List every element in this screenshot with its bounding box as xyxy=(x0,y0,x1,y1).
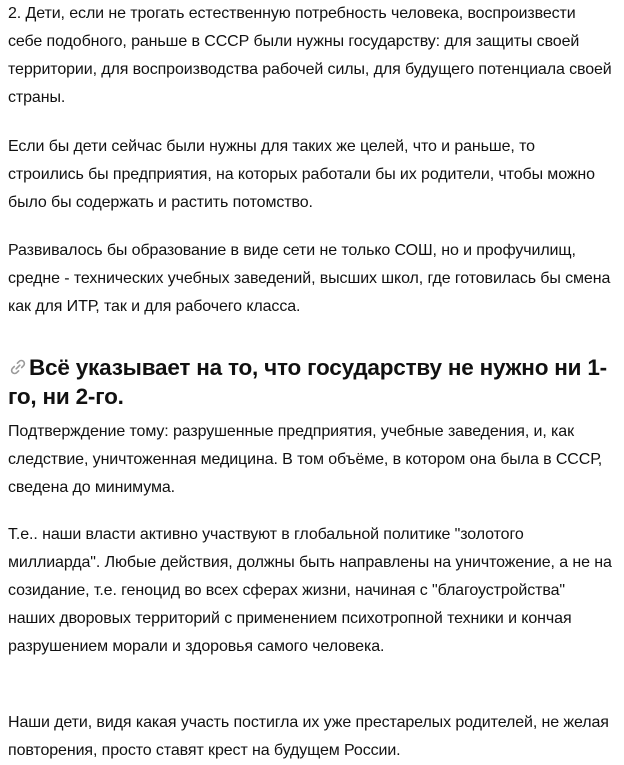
paragraph: Т.е.. наши власти активно участвуют в глобальной политике "золотого миллиарда". Любые действия, должны быть направлены на уничтожение, а не на созидание, т.е. геноцид во всех сферах жизни, начиная с "благоустройства" наших дворовых территорий с применением психотропной техники и кончая разрушением морали и здоровья самого человека. xyxy=(8,526,612,655)
paragraph: Наши дети, видя какая участь постигла их уже престарелых родителей, не желая повторения, просто ставят крест на будущем России. xyxy=(8,714,609,759)
paragraph: 2. Дети, если не трогать естественную потребность человека, воспроизвести себе подобного, раньше в СССР были нужны государству: для защиты своей территории, для воспроизводства рабочей силы, для будущего потенциала своей страны. xyxy=(8,5,612,106)
section-heading-text: Всё указывает на то, что государству не нужно ни 1-го, ни 2-го. xyxy=(8,355,607,409)
paragraph: Развивалось бы образование в виде сети не только СОШ, но и профучилищ, средне - технических учебных заведений, высших школ, где готовилась бы смена как для ИТР, так и для рабочего класса. xyxy=(8,242,611,315)
link-icon[interactable] xyxy=(8,355,28,375)
paragraph: Подтверждение тому: разрушенные предприятия, учебные заведения, и, как следствие, уничтоженная медицина. В том объёме, в котором она была в СССР, сведена до минимума. xyxy=(8,423,603,496)
paragraph: Если бы дети сейчас были нужны для таких же целей, что и раньше, то строились бы предприятия, на которых работали бы их родители, чтобы можно было бы содержать и растить потомство. xyxy=(8,138,595,211)
section-heading xyxy=(8,353,614,411)
